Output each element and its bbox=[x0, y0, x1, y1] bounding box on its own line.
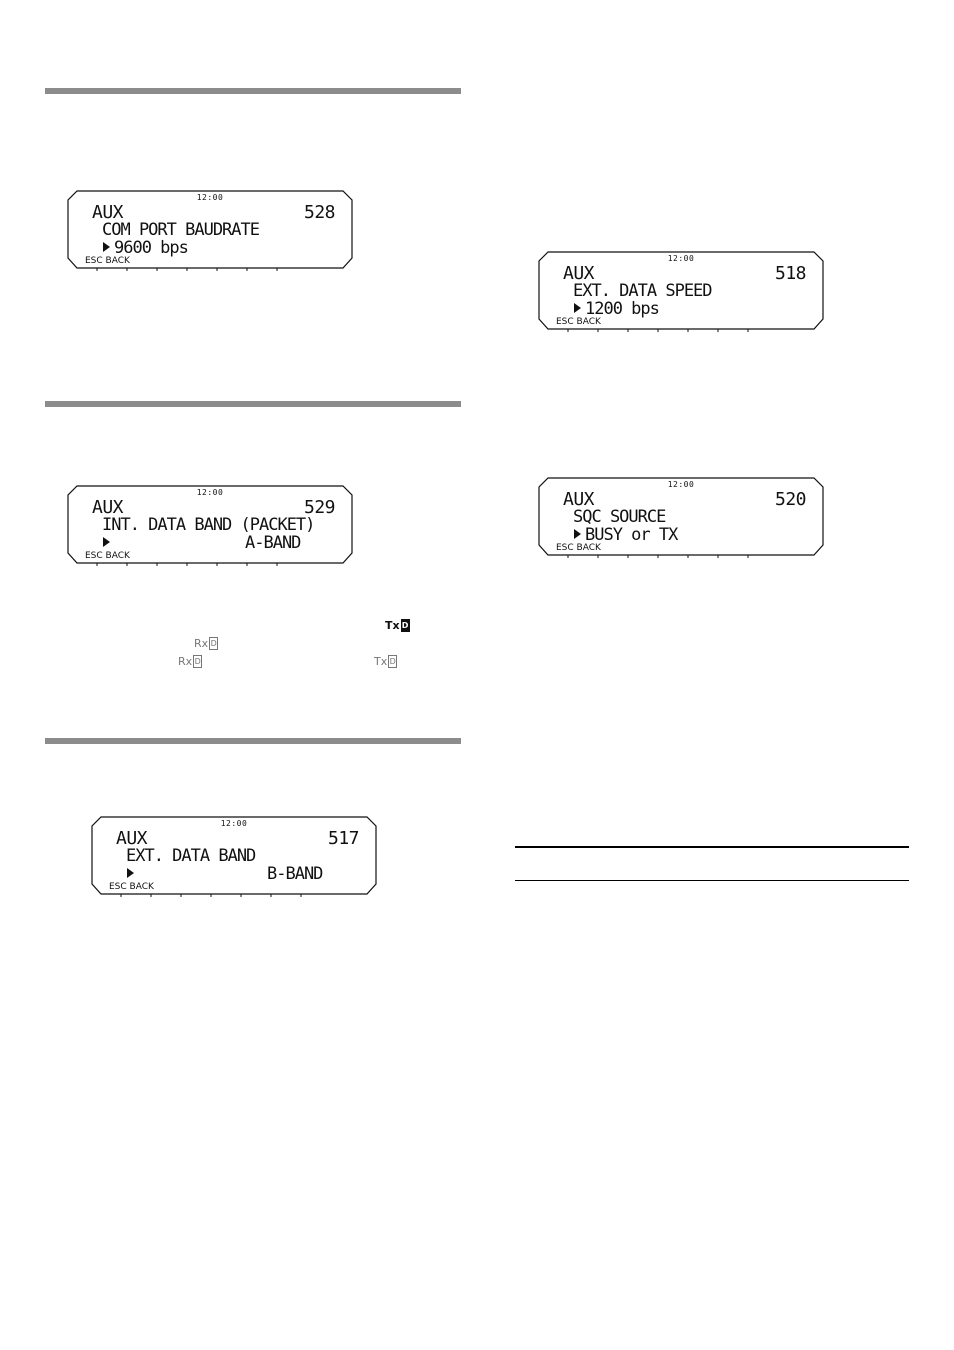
lcd-softkeys: ESC BACK bbox=[85, 256, 130, 266]
lcd-clock: 12:00 bbox=[667, 254, 695, 263]
selector-arrow-icon bbox=[127, 868, 134, 878]
lcd-display-529 bbox=[67, 485, 353, 567]
selector-arrow-icon bbox=[103, 537, 110, 547]
lcd-clock: 12:00 bbox=[196, 193, 224, 202]
lcd-menu-number: 528 bbox=[303, 202, 335, 223]
lcd-menu-title: INT. DATA BAND (PACKET) bbox=[102, 515, 315, 535]
lcd-menu-title: SQC SOURCE bbox=[573, 507, 666, 527]
lcd-menu-name: AUX bbox=[116, 828, 148, 849]
rx-indicator-icon: Rx D bbox=[194, 637, 217, 650]
selector-arrow-icon bbox=[574, 529, 581, 539]
lcd-clock: 12:00 bbox=[196, 488, 224, 497]
lcd-clock: 12:00 bbox=[220, 819, 248, 828]
lcd-value: BUSY or TX bbox=[585, 525, 678, 545]
lcd-display-518 bbox=[538, 251, 824, 333]
tx-indicator-icon: Tx D bbox=[374, 655, 396, 668]
lcd-value-row bbox=[127, 864, 138, 884]
lcd-menu-name: AUX bbox=[563, 489, 595, 510]
lcd-value-row bbox=[103, 238, 188, 258]
lcd-menu-name: AUX bbox=[92, 497, 124, 518]
lcd-menu-name: AUX bbox=[92, 202, 124, 223]
lcd-value: 9600 bps bbox=[114, 238, 188, 258]
lcd-display-517 bbox=[91, 816, 377, 898]
lcd-value-row bbox=[103, 533, 114, 553]
lcd-softkeys: ESC BACK bbox=[85, 551, 130, 561]
lcd-softkeys: ESC BACK bbox=[109, 882, 154, 892]
lcd-value: A-BAND bbox=[245, 533, 301, 553]
lcd-clock: 12:00 bbox=[667, 480, 695, 489]
lcd-softkeys: ESC BACK bbox=[556, 543, 601, 553]
selector-arrow-icon bbox=[574, 303, 581, 313]
lcd-display-528 bbox=[67, 190, 353, 272]
section-divider-3 bbox=[45, 738, 461, 744]
lcd-value-row bbox=[574, 299, 659, 319]
selector-arrow-icon bbox=[103, 242, 110, 252]
section-divider-1 bbox=[45, 88, 461, 94]
section-divider-2 bbox=[45, 401, 461, 407]
lcd-menu-number: 529 bbox=[303, 497, 335, 518]
table-bottom-rule bbox=[515, 880, 909, 881]
lcd-value: B-BAND bbox=[267, 864, 323, 884]
table-top-rule bbox=[515, 846, 909, 848]
lcd-menu-title: EXT. DATA SPEED bbox=[573, 281, 712, 301]
lcd-menu-title: EXT. DATA BAND bbox=[126, 846, 256, 866]
tx-indicator-icon: Tx D bbox=[385, 619, 409, 632]
lcd-menu-name: AUX bbox=[563, 263, 595, 284]
lcd-value-row bbox=[574, 525, 677, 545]
lcd-display-520 bbox=[538, 477, 824, 559]
lcd-menu-number: 520 bbox=[774, 489, 806, 510]
lcd-value: 1200 bps bbox=[585, 299, 659, 319]
lcd-softkeys: ESC BACK bbox=[556, 317, 601, 327]
lcd-menu-number: 518 bbox=[774, 263, 806, 284]
lcd-menu-title: COM PORT BAUDRATE bbox=[102, 220, 259, 240]
lcd-menu-number: 517 bbox=[327, 828, 359, 849]
rx-indicator-icon: Rx D bbox=[178, 655, 201, 668]
